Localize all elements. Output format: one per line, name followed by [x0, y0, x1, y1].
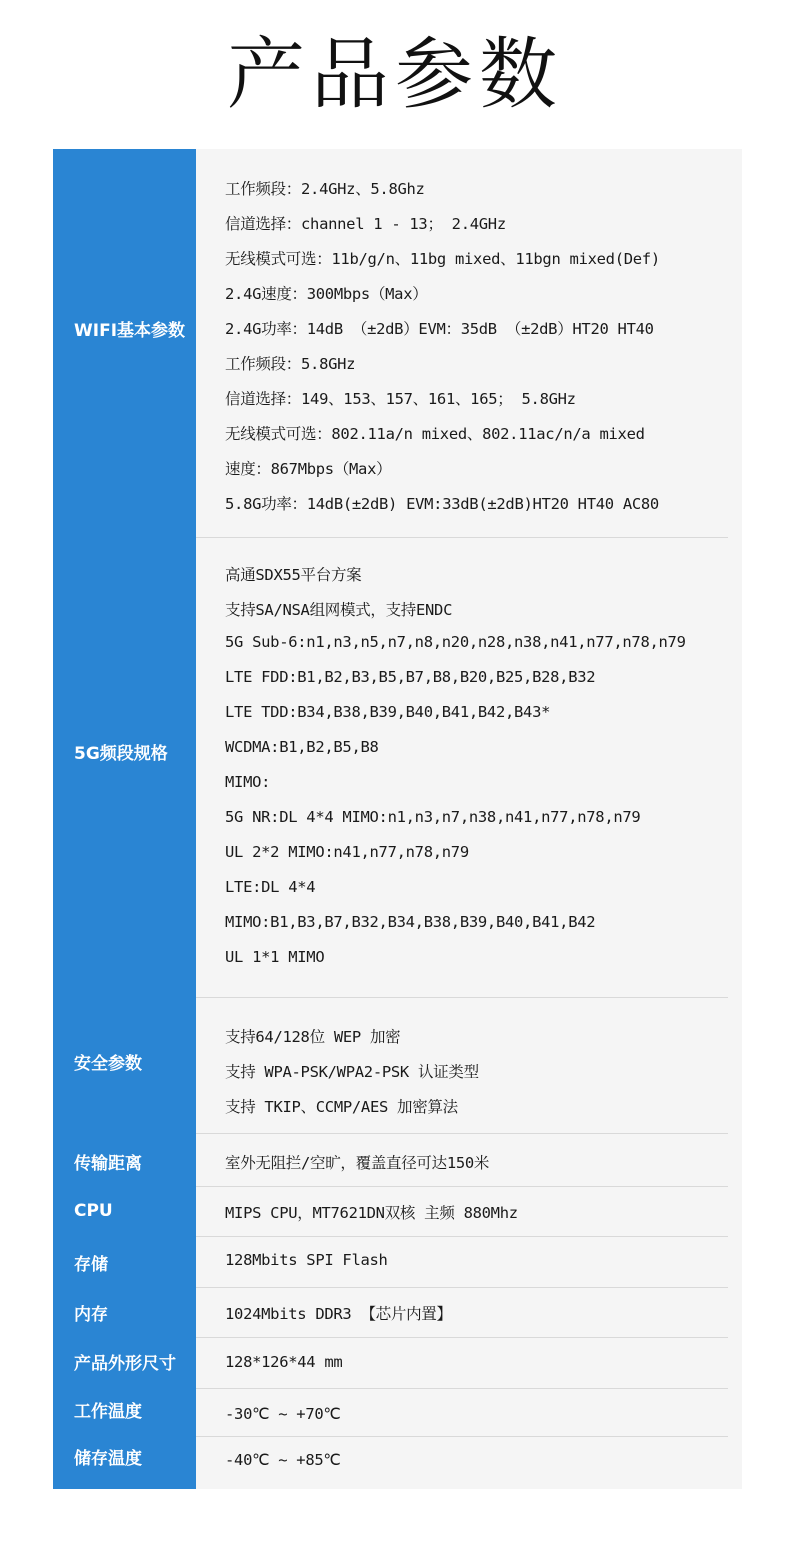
spec-value-line: MIMO:: [225, 773, 271, 791]
spec-value-line: 2.4G速度：300Mbps（Max）: [225, 285, 428, 303]
spec-row-label-cell: [53, 1186, 196, 1236]
spec-value-line: WCDMA:B1,B2,B5,B8: [225, 738, 379, 756]
spec-value-line: 5.8G功率：14dB(±2dB) EVM:33dB(±2dB)HT20 HT40 AC80: [225, 495, 659, 513]
spec-value-line: 支持64/128位 WEP 加密: [225, 1028, 401, 1046]
spec-row-label-cell: [53, 1388, 196, 1436]
spec-value-line: 高通SDX55平台方案: [225, 566, 362, 584]
spec-row-label: 内存: [74, 1305, 108, 1325]
spec-row-label: 5G频段规格: [74, 744, 168, 764]
spec-row-label: 工作温度: [74, 1402, 142, 1422]
spec-row-label: 产品外形尺寸: [74, 1354, 176, 1374]
spec-row-label-cell: [53, 1236, 196, 1287]
spec-row-label: CPU: [74, 1201, 113, 1221]
spec-value-line: 信道选择：channel 1 - 13； 2.4GHz: [225, 215, 506, 233]
spec-value-line: 无线模式可选：802.11a/n mixed、802.11ac/n/a mixed: [225, 425, 645, 443]
spec-value-line: 支持SA/NSA组网模式，支持ENDC: [225, 601, 453, 619]
spec-value-line: 支持 TKIP、CCMP/AES 加密算法: [225, 1098, 458, 1116]
spec-value-line: -40℃ ~ +85℃: [225, 1451, 341, 1469]
spec-value-line: 支持 WPA-PSK/WPA2-PSK 认证类型: [225, 1063, 479, 1081]
spec-value-line: LTE:DL 4*4: [225, 878, 316, 896]
spec-row-label-cell: [53, 537, 196, 997]
spec-row: [53, 1236, 742, 1287]
spec-value-line: 1024Mbits DDR3 【芯片内置】: [225, 1305, 452, 1323]
spec-row: [53, 1186, 742, 1236]
spec-value-line: LTE FDD:B1,B2,B3,B5,B7,B8,B20,B25,B28,B32: [225, 668, 596, 686]
spec-value-line: 128*126*44 mm: [225, 1353, 343, 1371]
spec-value-line: -30℃ ~ +70℃: [225, 1405, 341, 1423]
spec-value-line: 5G Sub-6:n1,n3,n5,n7,n8,n20,n28,n38,n41,n77,n78,n79: [225, 633, 686, 651]
spec-value-line: UL 2*2 MIMO:n41,n77,n78,n79: [225, 843, 469, 861]
spec-value-line: 工作频段：5.8GHz: [225, 355, 356, 373]
spec-row: [53, 1388, 742, 1436]
spec-value-line: 信道选择：149、153、157、161、165； 5.8GHz: [225, 390, 576, 408]
spec-row: [53, 537, 742, 997]
spec-table: [53, 149, 742, 1489]
spec-row-label-cell: [53, 149, 196, 537]
spec-value-line: 2.4G功率：14dB （±2dB）EVM：35dB （±2dB）HT20 HT40: [225, 320, 654, 338]
spec-value-line: MIPS CPU，MT7621DN双核 主频 880Mhz: [225, 1204, 518, 1222]
spec-row-label-cell: [53, 1287, 196, 1337]
spec-row-label-cell: [53, 997, 196, 1133]
page-title: 产品参数: [226, 30, 563, 120]
spec-row-label: 安全参数: [74, 1054, 142, 1074]
spec-row: [53, 1436, 742, 1489]
spec-value-line: UL 1*1 MIMO: [225, 948, 325, 966]
spec-value-line: 无线模式可选：11b/g/n、11bg mixed、11bgn mixed(Def): [225, 250, 660, 268]
spec-row-label-cell: [53, 1436, 196, 1489]
spec-row: [53, 149, 742, 537]
spec-row: [53, 1287, 742, 1337]
spec-value-line: 5G NR:DL 4*4 MIMO:n1,n3,n7,n38,n41,n77,n78,n79: [225, 808, 641, 826]
spec-value-line: MIMO:B1,B3,B7,B32,B34,B38,B39,B40,B41,B42: [225, 913, 596, 931]
spec-row-label-cell: [53, 1133, 196, 1186]
spec-row: [53, 1133, 742, 1186]
spec-row-label: 存储: [74, 1255, 108, 1275]
spec-value-line: LTE TDD:B34,B38,B39,B40,B41,B42,B43*: [225, 703, 551, 721]
spec-row-label: 传输距离: [74, 1154, 142, 1174]
spec-row-label: 储存温度: [74, 1449, 142, 1469]
spec-row-label-cell: [53, 1337, 196, 1388]
spec-row-label: WIFI基本参数: [74, 321, 186, 341]
spec-value-line: 工作频段：2.4GHz、5.8Ghz: [225, 180, 425, 198]
spec-value-line: 室外无阻拦/空旷，覆盖直径可达150米: [225, 1154, 490, 1172]
spec-value-line: 速度：867Mbps（Max）: [225, 460, 392, 478]
spec-value-line: 128Mbits SPI Flash: [225, 1251, 388, 1269]
spec-row: [53, 1337, 742, 1388]
spec-row: [53, 997, 742, 1133]
